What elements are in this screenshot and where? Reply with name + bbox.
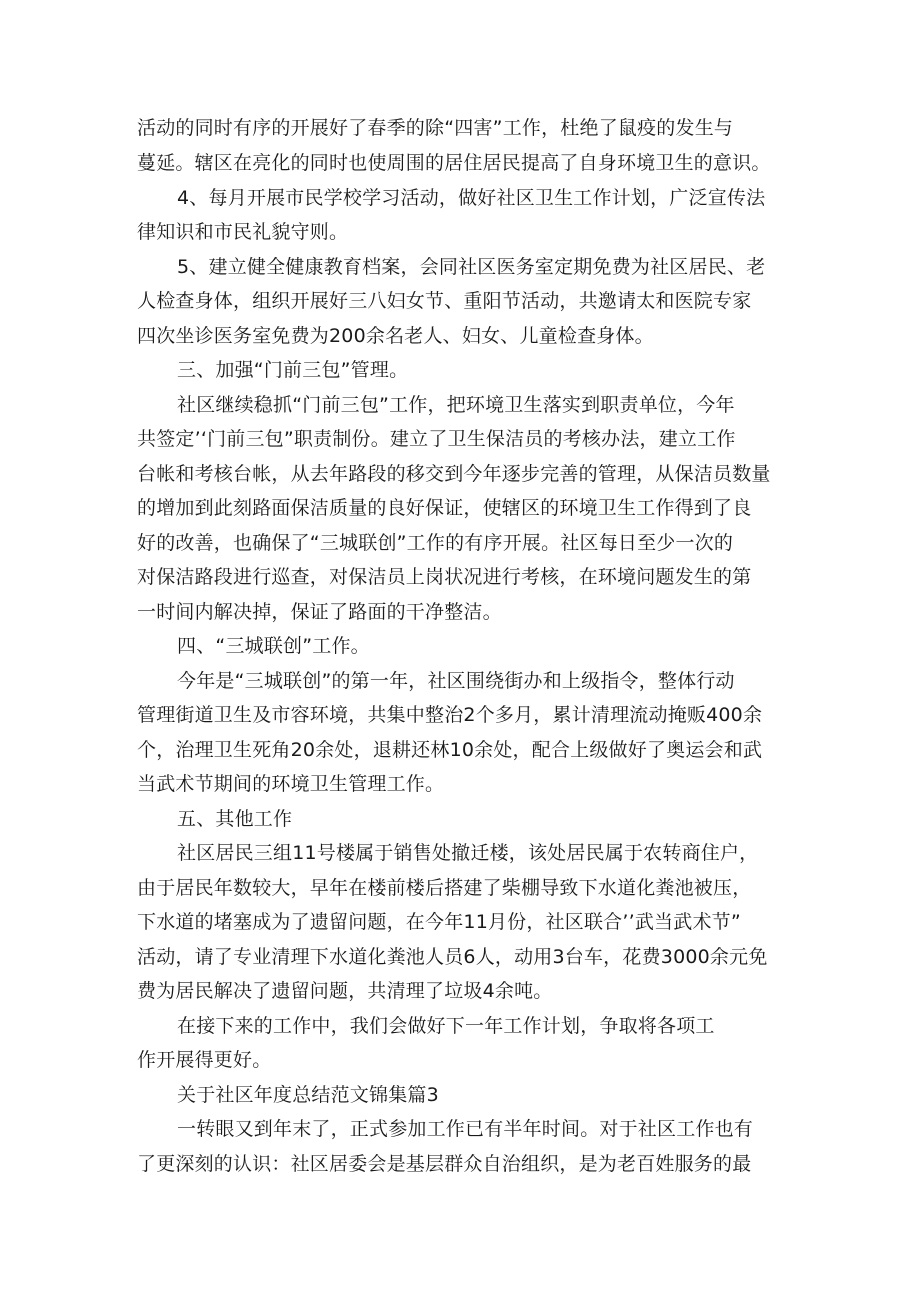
paragraph-line: 一时间内解决掉，保证了路面的干净整洁。 xyxy=(137,601,502,623)
paragraph-line: 作开展得更好。 xyxy=(137,1049,272,1071)
paragraph-line: 今年是“三城联创”的第一年，社区围绕街办和上级指令，整体行动 xyxy=(177,670,735,692)
article-title: 关于社区年度总结范文锦集篇3 xyxy=(177,1084,439,1106)
paragraph-line: 对保洁路段进行巡查，对保洁员上岗状况进行考核，在环境问题发生的第 xyxy=(137,566,752,588)
paragraph-line: 共签定’‘门前三包”职责制份。建立了卫生保洁员的考核办法，建立工作 xyxy=(137,428,736,450)
paragraph-line: 律知识和市民礼貌守则。 xyxy=(137,221,349,243)
paragraph-line: 活动，请了专业清理下水道化粪池人员6人，动用3台车，花费3000余元免 xyxy=(137,946,768,968)
paragraph-line: 四次坐诊医务室免费为200余名老人、妇女、儿童检查身体。 xyxy=(137,325,654,347)
paragraph-line: 社区居民三组11号楼属于销售处撤迁楼，该处居民属于农转商住户， xyxy=(177,842,759,864)
paragraph-line: 人检查身体，组织开展好三八妇女节、重阳节活动，共邀请太和医院专家 xyxy=(137,290,752,312)
paragraph-line: 的增加到此刻路面保洁质量的良好保证，使辖区的环境卫生工作得到了良 xyxy=(137,497,752,519)
paragraph-line: 当武术节期间的环境卫生管理工作。 xyxy=(137,773,445,795)
section-heading: 五、其他工作 xyxy=(177,808,293,830)
paragraph-line: 4、每月开展市民学校学习活动，做好社区卫生工作计划，广泛宣传法 xyxy=(177,187,766,209)
paragraph-line: 费为居民解决了遗留问题，共清理了垃圾4余吨。 xyxy=(137,980,553,1002)
paragraph-line: 5、建立健全健康教育档案，会同社区医务室定期免费为社区居民、老 xyxy=(177,256,766,278)
paragraph-line: 管理街道卫生及市容环境，共集中整治2个多月，累计清理流动掩贩400余 xyxy=(137,704,763,726)
paragraph-line: 社区继续稳抓“门前三包”工作，把环境卫生落实到职责单位，今年 xyxy=(177,394,735,416)
section-heading: 四、“三城联创”工作。 xyxy=(177,635,370,657)
paragraph-line: 下水道的堵塞成为了遗留问题，在今年11月份，社区联合’’武当武术节” xyxy=(137,911,741,933)
paragraph-line: 好的改善，也确保了“三城联创”工作的有序开展。社区每日至少一次的 xyxy=(137,532,734,554)
paragraph-line: 在接下来的工作中，我们会做好下一年工作计划，争取将各项工 xyxy=(177,1015,715,1037)
paragraph-line: 台帐和考核台帐，从去年路段的移交到今年逐步完善的管理，从保洁员数量 xyxy=(137,463,771,485)
paragraph-line: 一转眼又到年末了，正式参加工作已有半年时间。对于社区工作也有 xyxy=(177,1118,754,1140)
paragraph-line: 个，治理卫生死角20余处，退耕还林10余处，配合上级做好了奥运会和武 xyxy=(137,739,763,761)
paragraph-line: 由于居民年数较大，早年在楼前楼后搭建了柴棚导致下水道化粪池被压， xyxy=(137,877,752,899)
section-heading: 三、加强“门前三包”管理。 xyxy=(177,359,409,381)
paragraph-line: 蔓延。辖区在亮化的同时也使周围的居住居民提高了自身环境卫生的意识。 xyxy=(137,152,771,174)
paragraph-line: 了更深刻的认识：社区居委会是基层群众自治组织，是为老百姓服务的最 xyxy=(137,1153,752,1175)
paragraph-line: 活动的同时有序的开展好了春季的除“四害”工作，杜绝了鼠疫的发生与 xyxy=(137,117,734,139)
